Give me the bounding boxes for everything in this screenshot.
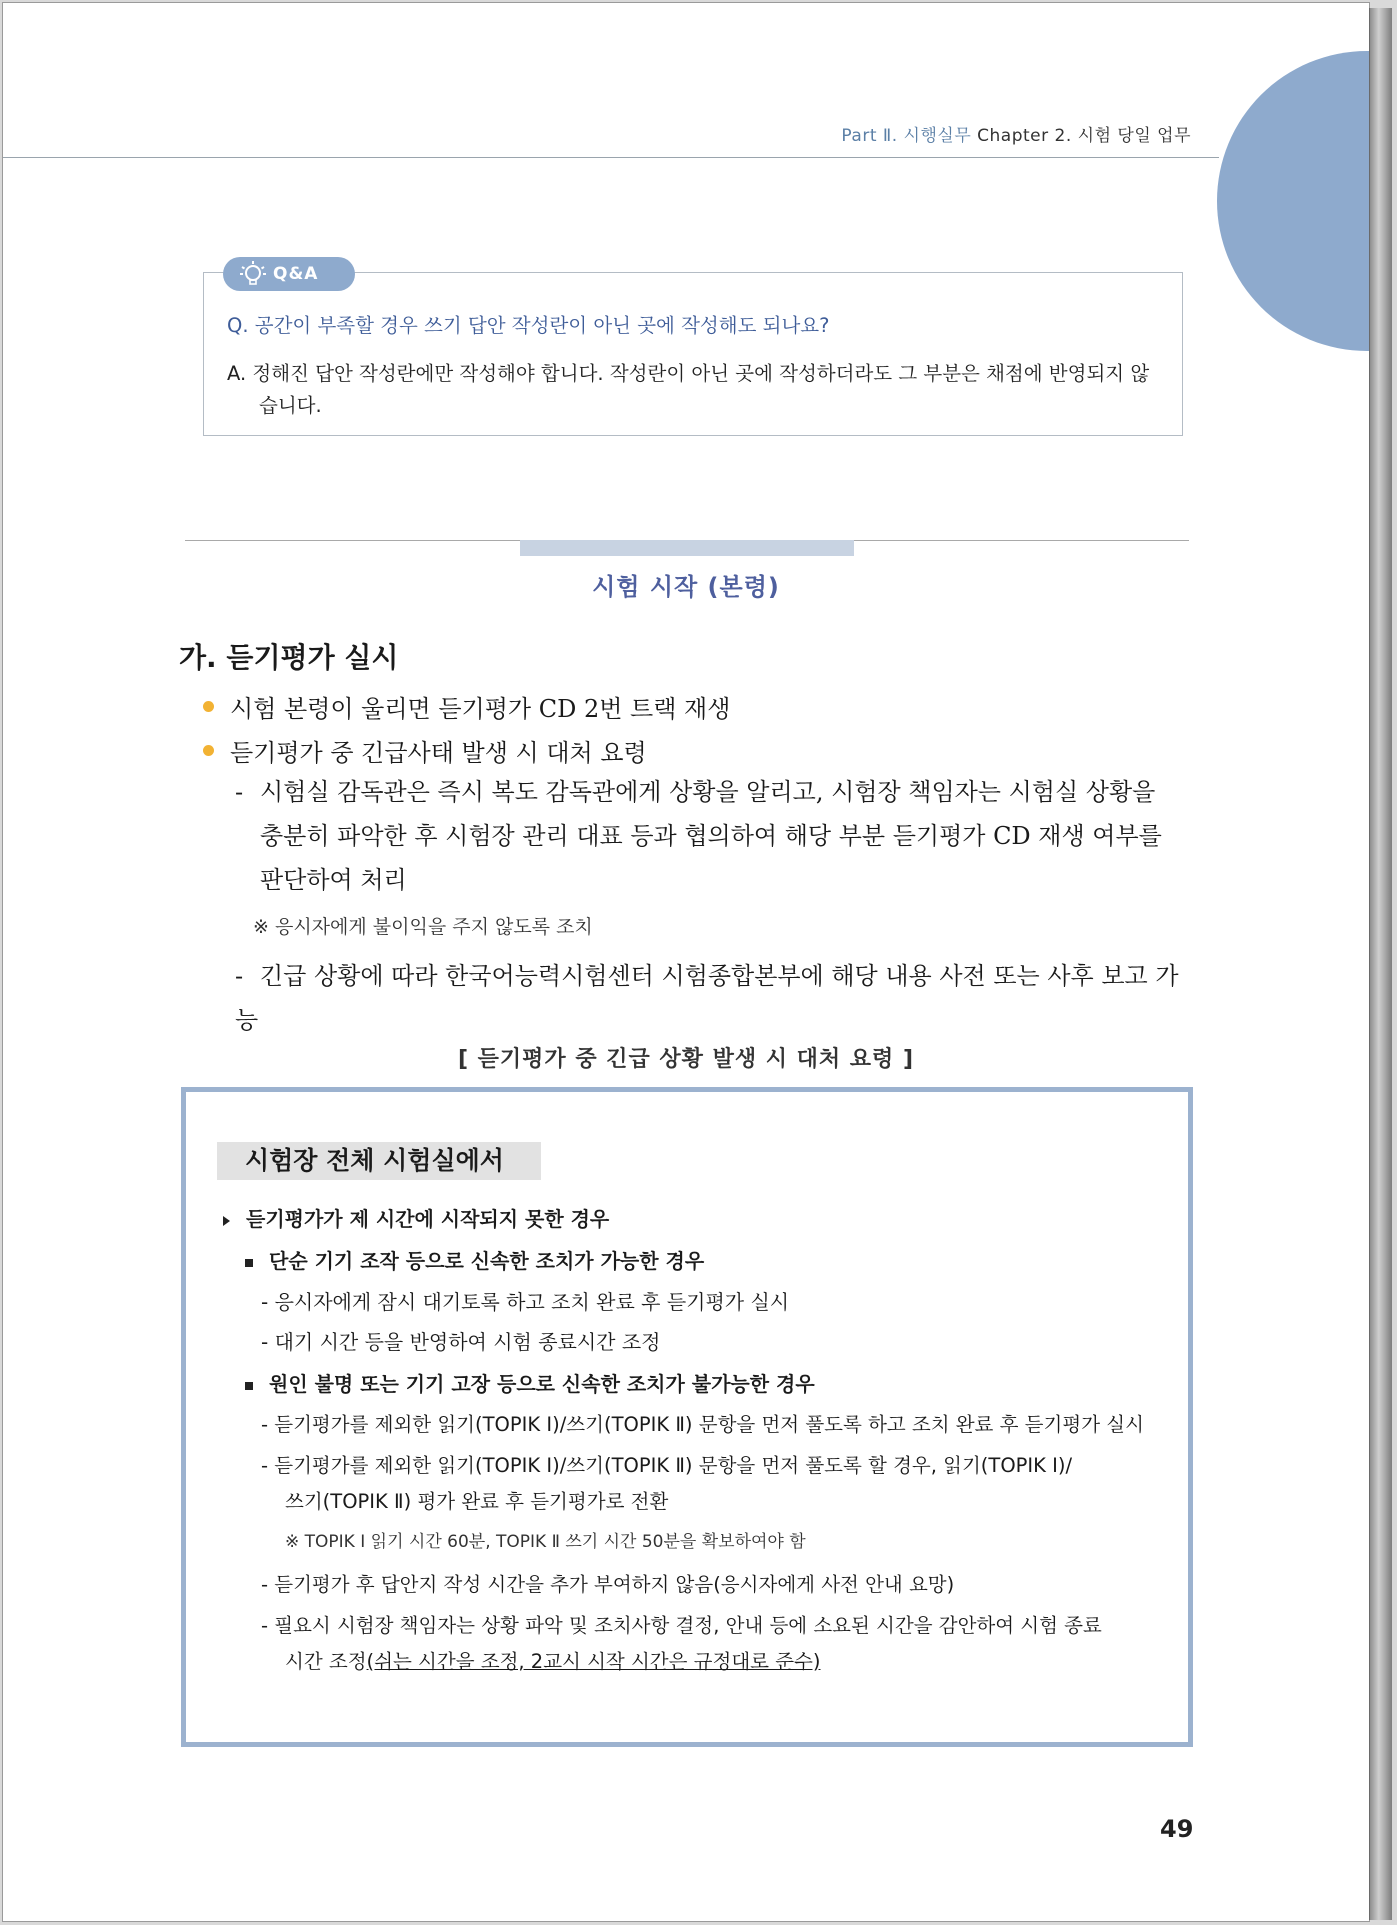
underlined-text: (쉬는 시간을 조정, 2교시 시작 시간은 규정대로 준수) <box>366 1650 821 1673</box>
section-title: 시험 시작 (본령) <box>592 573 780 601</box>
bullet-item <box>203 733 647 768</box>
list-item-continuation: 쓰기(TOPIK Ⅱ) 평가 완료 후 듣기평가로 전환 <box>285 1490 669 1513</box>
qa-tag <box>223 257 355 291</box>
dash-line: 긴급 상황에 따라 한국어능력시험센터 시험종합본부에 해당 내용 사전 또는 사후 보고 가능 <box>235 962 1179 1034</box>
running-head-chapter: Chapter 2. 시험 당일 업무 <box>977 126 1191 146</box>
dash-line: 판단하여 처리 <box>260 866 407 894</box>
bullet-dot-icon <box>203 701 214 712</box>
square-bullet-icon <box>245 1259 253 1267</box>
bullet-text: 시험 본령이 울리면 듣기평가 CD 2번 트랙 재생 <box>230 695 731 723</box>
subcase-text: 원인 불명 또는 기기 고장 등으로 신속한 조치가 불가능한 경우 <box>269 1372 815 1396</box>
square-bullet-icon <box>245 1382 253 1390</box>
qa-answer: A. 정해진 답안 작성란에만 작성해야 합니다. 작성란이 아닌 곳에 작성하더라도 그 부분은 채점에 반영되지 않습니다. <box>227 362 1150 417</box>
running-head <box>841 121 1191 146</box>
dash-line: 충분히 파악한 후 시험장 관리 대표 등과 협의하여 해당 부분 듣기평가 CD 재생 여부를 <box>260 822 1162 850</box>
box-caption: [ 듣기평가 중 긴급 상황 발생 시 대처 요령 ] <box>457 1047 915 1072</box>
triangle-bullet-icon <box>223 1216 230 1226</box>
dash-paragraph: - 긴급 상황에 따라 한국어능력시험센터 시험종합본부에 해당 내용 사전 또는 사후 보고 가능 <box>235 962 1179 1034</box>
page-edge-shadow <box>1369 8 1392 1920</box>
case-text: 듣기평가가 제 시간에 시작되지 못한 경우 <box>246 1207 610 1231</box>
case-heading <box>223 1203 609 1232</box>
lightbulb-icon <box>237 259 269 289</box>
document-page <box>2 2 1370 1922</box>
section-tab-decoration <box>520 540 854 556</box>
dash-paragraph: - 시험실 감독관은 즉시 복도 감독관에게 상황을 알리고, 시험장 책임자는 시험실 상황을 충분히 파악한 후 시험장 관리 대표 등과 협의하여 해당 부분 듣기평가 CD 재생 여부를 판단하여 처리 <box>235 770 1195 902</box>
note-text: ※ TOPIK Ⅰ 읽기 시간 60분, TOPIK Ⅱ 쓰기 시간 50분을 확보하여야 함 <box>285 1532 806 1552</box>
qa-question: Q. 공간이 부족할 경우 쓰기 답안 작성란이 아닌 곳에 작성해도 되나요? <box>227 314 830 337</box>
list-item: - 듣기평가 후 답안지 작성 시간을 추가 부여하지 않음(응시자에게 사전 안내 요망) <box>261 1573 955 1596</box>
list-item: - 대기 시간 등을 반영하여 시험 종료시간 조정 <box>261 1330 661 1354</box>
list-item-continuation <box>285 1646 821 1674</box>
list-item: - 필요시 시험장 책임자는 상황 파악 및 조치사항 결정, 안내 등에 소요된 시간을 감안하여 시험 종료 <box>261 1614 1102 1637</box>
note-text: ※ 응시자에게 불이익을 주지 않도록 조치 <box>253 916 593 938</box>
list-item-text: 시간 조정 <box>285 1650 367 1673</box>
box-header: 시험장 전체 시험실에서 <box>217 1142 541 1180</box>
bullet-dot-icon <box>203 745 214 756</box>
header-rule <box>3 157 1219 158</box>
bullet-item <box>203 689 730 724</box>
header-decoration-circle <box>1217 51 1370 351</box>
list-item: - 듣기평가를 제외한 읽기(TOPIK Ⅰ)/쓰기(TOPIK Ⅱ) 문항을 먼저 풀도록 할 경우, 읽기(TOPIK Ⅰ)/ <box>261 1454 1073 1477</box>
list-item: - 응시자에게 잠시 대기토록 하고 조치 완료 후 듣기평가 실시 <box>261 1290 790 1314</box>
qa-tag-label: Q&A <box>273 264 319 284</box>
subcase-text: 단순 기기 조작 등으로 신속한 조치가 가능한 경우 <box>269 1249 705 1273</box>
page-number: 49 <box>1160 1815 1194 1843</box>
bullet-text: 듣기평가 중 긴급사태 발생 시 대처 요령 <box>230 739 647 767</box>
list-item: - 듣기평가를 제외한 읽기(TOPIK Ⅰ)/쓰기(TOPIK Ⅱ) 문항을 먼저 풀도록 하고 조치 완료 후 듣기평가 실시 <box>261 1413 1144 1436</box>
dash-line: 시험실 감독관은 즉시 복도 감독관에게 상황을 알리고, 시험장 책임자는 시험실 상황을 <box>260 778 1156 806</box>
subcase-heading <box>245 1368 815 1397</box>
running-head-part: Part Ⅱ. 시행실무 <box>841 126 972 146</box>
subsection-heading: 가. 듣기평가 실시 <box>179 641 399 674</box>
subcase-heading <box>245 1245 704 1274</box>
